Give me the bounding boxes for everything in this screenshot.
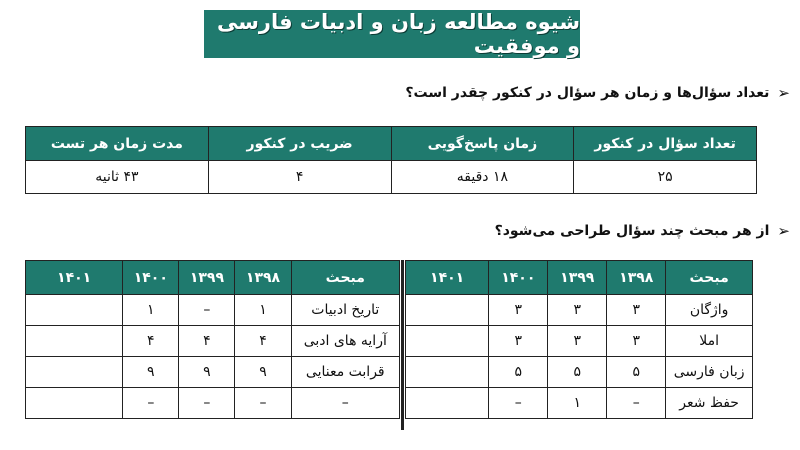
table-row (406, 326, 753, 357)
header-year-1398: ۱۳۹۸ (607, 261, 666, 295)
cell-value: ۱ (235, 295, 291, 326)
header-topic: مبحث (291, 261, 399, 295)
cell-value: ۵ (489, 357, 548, 388)
cell-topic: قرابت معنایی (291, 357, 399, 388)
cell-value: ۹ (123, 357, 179, 388)
header-year-1400: ۱۴۰۰ (489, 261, 548, 295)
table-row (406, 295, 753, 326)
cell-value: ۳ (548, 295, 607, 326)
arrow-bullet-icon: ➢ (777, 84, 790, 102)
cell-value: ۳ (489, 326, 548, 357)
cell-answer-time: ۱۸ دقیقه (391, 161, 574, 194)
question-text-1: تعداد سؤال‌ها و زمان هر سؤال در کنکور چقدر است؟ (405, 85, 770, 101)
cell-value: ۳ (607, 326, 666, 357)
cell-topic: زبان فارسی (666, 357, 753, 388)
cell-coefficient: ۴ (208, 161, 391, 194)
header-topic: مبحث (666, 261, 753, 295)
cell-value: – (235, 388, 291, 419)
cell-topic: حفظ شعر (666, 388, 753, 419)
cell-time-per-test: ۴۳ ثانیه (26, 161, 209, 194)
header-time-per-test: مدت زمان هر تست (26, 127, 209, 161)
cell-topic: تاریخ ادبیات (291, 295, 399, 326)
cell-value (26, 388, 123, 419)
arrow-bullet-icon: ➢ (777, 222, 790, 240)
header-answer-time: زمان پاسخ‌گویی (391, 127, 574, 161)
table-row (26, 357, 400, 388)
table-row (26, 326, 400, 357)
page-title: شیوه مطالعه زبان و ادبیات فارسی و موفقیت (216, 10, 580, 58)
cell-value (26, 295, 123, 326)
cell-topic: واژگان (666, 295, 753, 326)
header-year-1400: ۱۴۰۰ (123, 261, 179, 295)
cell-value (406, 295, 489, 326)
header-year-1399: ۱۳۹۹ (179, 261, 235, 295)
cell-topic: آرایه های ادبی (291, 326, 399, 357)
table-divider (401, 260, 404, 430)
table-header-row (26, 261, 400, 295)
cell-value: ۳ (607, 295, 666, 326)
cell-value (26, 326, 123, 357)
cell-value (406, 388, 489, 419)
exam-summary-table (25, 126, 757, 194)
header-year-1401: ۱۴۰۱ (406, 261, 489, 295)
cell-value: ۳ (548, 326, 607, 357)
cell-value: – (179, 388, 235, 419)
cell-value (406, 326, 489, 357)
header-question-count: تعداد سؤال در کنکور (574, 127, 757, 161)
cell-value (26, 357, 123, 388)
cell-value: ۱ (548, 388, 607, 419)
cell-value: – (489, 388, 548, 419)
cell-value: – (179, 295, 235, 326)
cell-value: – (123, 388, 179, 419)
cell-value: ۴ (123, 326, 179, 357)
table-row (406, 388, 753, 419)
cell-value: ۴ (235, 326, 291, 357)
header-year-1398: ۱۳۹۸ (235, 261, 291, 295)
question-text-2: از هر مبحث چند سؤال طراحی می‌شود؟ (494, 223, 770, 239)
header-year-1399: ۱۳۹۹ (548, 261, 607, 295)
cell-question-count: ۲۵ (574, 161, 757, 194)
cell-value: ۳ (489, 295, 548, 326)
question-heading-2 (495, 222, 790, 240)
header-coefficient: ضریب در کنکور (208, 127, 391, 161)
table-header-row (406, 261, 753, 295)
table-row (26, 161, 757, 194)
table-row (406, 357, 753, 388)
cell-value: ۴ (179, 326, 235, 357)
cell-value: ۵ (607, 357, 666, 388)
cell-value: ۹ (235, 357, 291, 388)
cell-value: ۱ (123, 295, 179, 326)
cell-value: ۹ (179, 357, 235, 388)
table-row (26, 295, 400, 326)
cell-topic: املا (666, 326, 753, 357)
topic-table-left (25, 260, 400, 419)
topic-table-right (405, 260, 753, 419)
cell-value: ۵ (548, 357, 607, 388)
table-row (26, 388, 400, 419)
cell-value: – (607, 388, 666, 419)
cell-value (406, 357, 489, 388)
question-heading-1 (405, 84, 790, 102)
table-header-row (26, 127, 757, 161)
header-year-1401: ۱۴۰۱ (26, 261, 123, 295)
cell-topic: – (291, 388, 399, 419)
page-title-banner (204, 10, 580, 58)
